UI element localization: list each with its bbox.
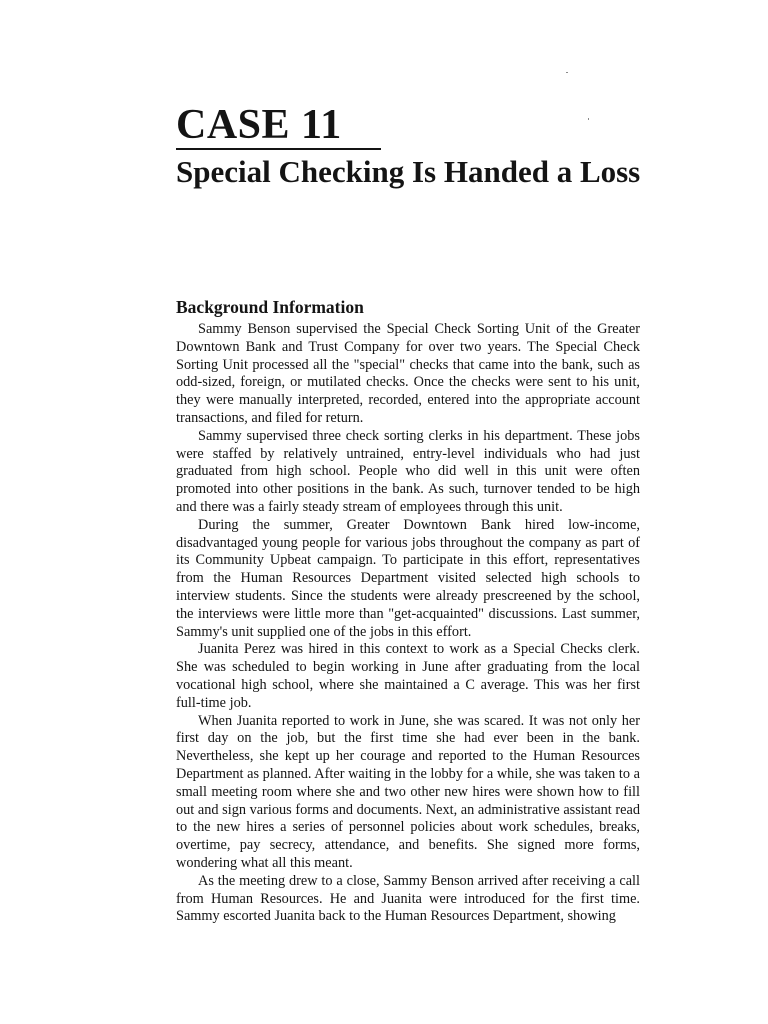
case-title: Special Checking Is Handed a Loss	[176, 154, 641, 189]
paragraph: Sammy supervised three check sorting clerks in his department. These jobs were staffed by relatively untrained, entry-level individuals who had just graduated from high school. People who did well in this unit were often promoted into other positions in the bank. As such, turnover tended to be high and there was a fairly steady stream of employees through this unit.	[176, 427, 640, 515]
section-heading: Background Information	[176, 297, 364, 317]
case-number-underline	[176, 148, 381, 150]
paragraph: Juanita Perez was hired in this context to work as a Special Checks clerk. She was scheduled to begin working in June after graduating from the local vocational high school, where she maintained a C average. This was her first full-time job.	[176, 641, 640, 711]
scan-speck	[566, 72, 568, 73]
paragraph: When Juanita reported to work in June, she was scared. It was not only her first day on the job, but the first time she had ever been in the bank. Nevertheless, she kept up her courage and reported to the Human Resources Department as planned. After waiting in the lobby for a while, she was taken to a small meeting room where she and two other new hires were shown how to fill out and sign various forms and documents. Next, an administrative assistant read to the new hires a series of personnel policies about work schedules, breaks, overtime, pay secrecy, attendance, and benefits. She signed more forms, wondering what all this meant.	[176, 712, 640, 871]
body-text	[176, 321, 640, 926]
paragraph: As the meeting drew to a close, Sammy Benson arrived after receiving a call from Human Resources. He and Juanita were introduced for the first time. Sammy escorted Juanita back to the Human Resources Department, showing	[176, 872, 640, 925]
case-number: CASE 11	[176, 102, 342, 148]
paragraph: During the summer, Greater Downtown Bank hired low-income, disadvantaged young people for various jobs throughout the company as part of its Community Upbeat campaign. To participate in this effort, representatives from the Human Resources Department visited selected high schools to interview students. Since the students were already prescreened by the school, the interviews were little more than "get-acquainted" discussions. Last summer, Sammy's unit supplied one of the jobs in this effort.	[176, 516, 640, 640]
scan-speck	[588, 118, 589, 120]
paragraph: Sammy Benson supervised the Special Check Sorting Unit of the Greater Downtown Bank and Trust Company for over two years. The Special Check Sorting Unit processed all the "special" checks that came into the bank, such as odd-sized, foreign, or mutilated checks. Once the checks were sent to his unit, they were manually interpreted, recorded, entered into the appropriate account transactions, and filed for return.	[176, 321, 640, 426]
